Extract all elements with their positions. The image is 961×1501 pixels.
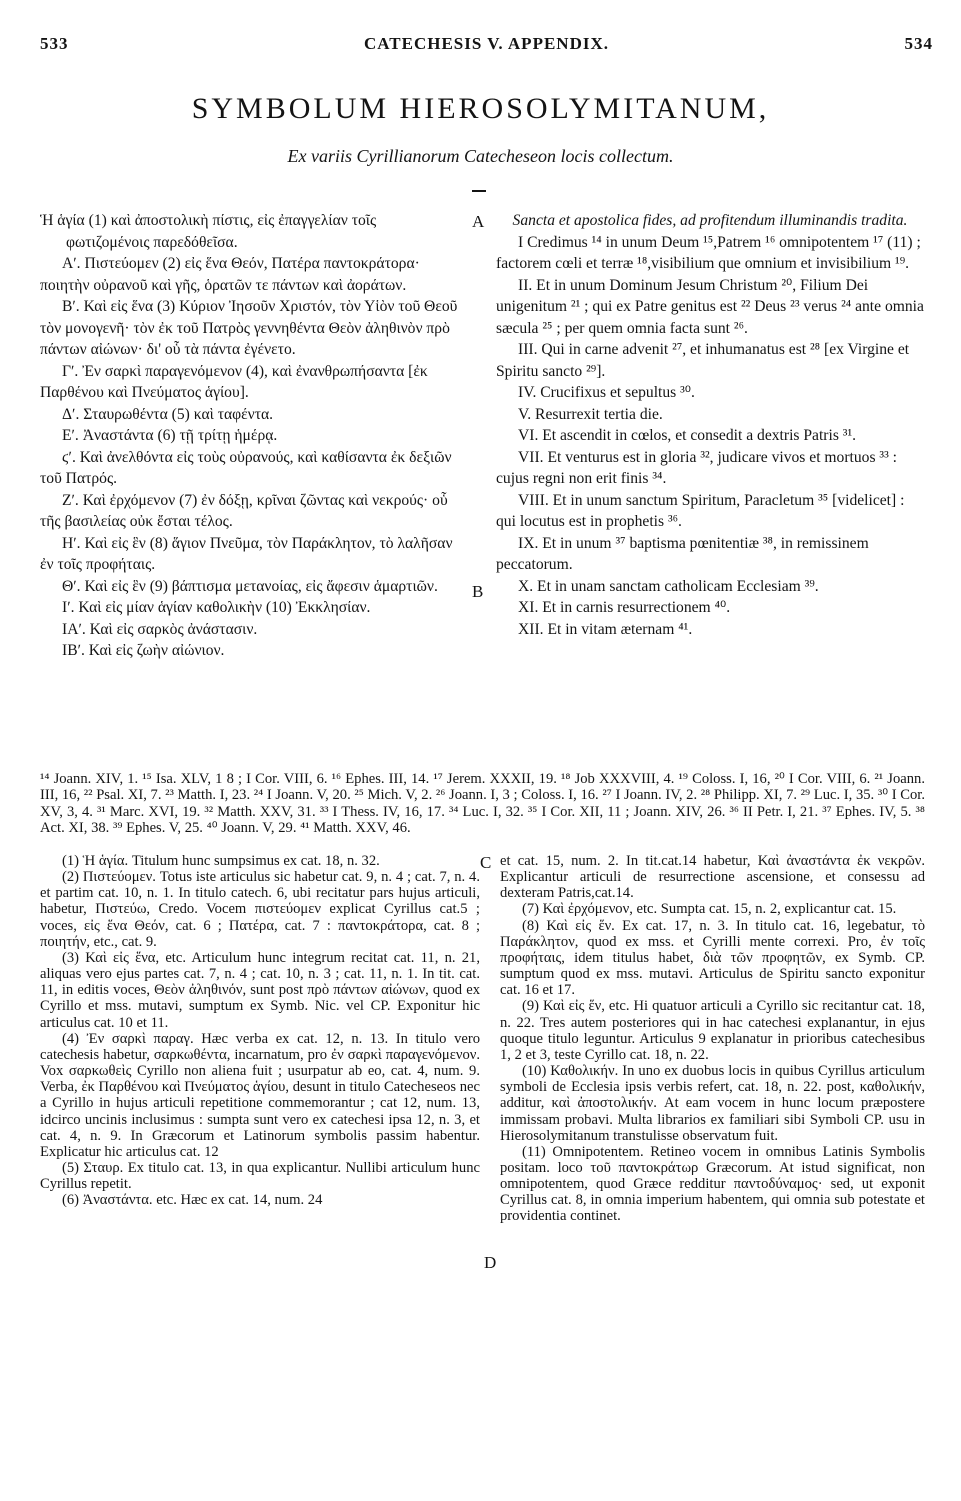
latin-article-11: XI. Et in carnis resurrectionem ⁴⁰. <box>518 599 731 616</box>
note-3: (3) Καὶ εἰς ἕνα, etc. Articulum hunc integrum recitat cat. 11, n. 21, aliquas vero ejus partes cat. 7, n. 4 ; cat. 10, n. 3 ; cat. 11, n. 1. In tit. cat. 11, in editis voces, Θεὸν ἀληθινόν, sunt post πρὸ πάντων αἰώνων, quod ex Cyrillo et mss. mutavi, sumptum ex Symb. Nic. vel CP. Exponitur hic articulus cat. 10 et 11. <box>40 949 480 1031</box>
margin-letter-b: B <box>472 582 484 601</box>
latin-article-1: I Credimus ¹⁴ in unum Deum ¹⁵,Patrem ¹⁶ omnipotentem ¹⁷ (11) ; factorem cœli et terræ ¹⁸,visibilium que omnium et invisibilium ¹⁹. <box>496 233 921 272</box>
references-text: ¹⁴ Joann. XIV, 1. ¹⁵ Isa. XLV, 1 8 ; I Cor. VIII, 6. ¹⁶ Ephes. III, 14. ¹⁷ Jerem. XXXII, 19. ¹⁸ Job XXXVIII, 4. ¹⁹ Coloss. I, 16, ²⁰ I Cor. VIII, 6. ²¹ Joann. III, 16, ²² Psal. XI, 7. ²³ Matth. I, 23. ²⁴ I Joann. V, 20. ²⁵ Mich. V, 2. ²⁶ Joann. I, 3 ; Coloss. I, 16. ²⁷ I Joann. IV, 2. ²⁸ Philipp. XI, 7. ²⁹ Luc. I, 35. ³⁰ I Cor. XV, 3, 4. ³¹ Marc. XVI, 19. ³² Matth. XXV, 31. ³³ I Thess. IV, 16, 17. ³⁴ Luc. I, 32. ³⁵ I Cor. XII, 11 ; Joann. XIV, 26. ³⁶ II Petr. I, 21. ³⁷ Ephes. IV, 5. ³⁸ Act. XI, 38. ³⁹ Ephes. V, 25. ⁴⁰ Joann. V, 29. ⁴¹ Matth. XXV, 46. <box>40 771 925 837</box>
latin-article-9: IX. Et in unum ³⁷ baptisma pœnitentiæ ³⁸, in remissinem peccatorum. <box>496 534 869 573</box>
latin-article-10: X. Et in unam sanctam catholicam Ecclesiam ³⁹. <box>518 577 819 595</box>
greek-article-8: Ηʹ. Καὶ εἰς ἓν (8) ἅγιον Πνεῦμα, τὸν Παράκλητον, τὸ λαλῆσαν ἐν τοῖς προφήταις. <box>40 534 453 573</box>
page-title: SYMBOLUM HIEROSOLYMITANUM, <box>191 92 770 125</box>
note-5: (5) Σταυρ. Ex titulo cat. 13, in qua explicantur. Nullibi articulum hunc Cyrillus repetit. <box>40 1159 480 1193</box>
note-6-continued: et cat. 15, num. 2. In tit.cat.14 habetur, Καὶ ἀναστάντα ἐκ νεκρῶν. Explicantur articuli de resurrectione ascensione, et consessu ad dexteram Patris,cat.14. <box>500 853 925 902</box>
page-number-left: 533 <box>40 34 69 53</box>
greek-article-9: Θʹ. Καὶ εἰς ἓν (9) βάπτισμα μετανοίας, εἰς ἄφεσιν ἁμαρτιῶν. <box>62 577 438 595</box>
note-1: (1) Ἡ ἁγία. Titulum hunc sumpsimus ex cat. 18, n. 32. <box>62 853 380 869</box>
note-4: (4) Ἐν σαρκὶ παραγ. Hæc verba ex cat. 12, n. 13. In titulo vero catechesis habetur, σαρκωθέντα, incarnatum, pro ἐν σαρκὶ παραγενόμενον. Vox σαρκωθεὶς Cyrillo non aliena fuit ; usurpatur ab eo, cat. 4, num. 9. Verba, ἐκ Παρθένου καὶ Πνεύματος ἁγίου, desunt in titulo Catecheseos nec a Cyrillo in hujus articuli repetitione commemorantur ; cat 12, num. 13, idcirco uncinis inclusimus : sumpta sunt vero ex catechesi ipsa 12, n. 3, et cat. 4, n. 9. In Græcorum et Latinorum symbolis passim habentur. Explicatur hic articulus cat. 12 <box>40 1030 480 1160</box>
notes-left-column <box>40 853 480 1208</box>
note-8: (8) Καὶ εἰς ἕν. Ex cat. 17, n. 3. In titulo cat. 16, legebatur, τὸ Παράκλητον, quod ex mss. et Cyrilli mente correxi. Pro, ἐν τοῖς προφήταις, idem titulus habet, διὰ τῶν προφητῶν, ex Symb. CP. sumptum quod ex mss. mutavi. Articulus de Spiritu sancto exponitur cat. 16 et 17. <box>500 917 925 999</box>
latin-symbol-column <box>496 210 924 640</box>
latin-article-12: XII. Et in vitam æternam ⁴¹. <box>518 620 693 638</box>
note-7: (7) Καὶ ἐρχόμενον, etc. Sumpta cat. 15, n. 2, explicantur cat. 15. <box>522 901 897 918</box>
note-6: (6) Ἀναστάντα. etc. Hæc ex cat. 14, num. 24 <box>62 1192 323 1209</box>
greek-article-6: ϛʹ. Καὶ ἀνελθόντα εἰς τοὺς οὐρανούς, καὶ καθίσαντα ἐκ δεξιῶν τοῦ Πατρός. <box>40 448 452 487</box>
title-rule <box>472 190 486 192</box>
greek-symbol-column <box>40 210 462 662</box>
running-title: CATECHESIS V. APPENDIX. <box>363 34 609 53</box>
note-11: (11) Omnipotentem. Retineo vocem in omnibus Latinis Symbolis positam. loco τοῦ παντοκράτωρ Græcorum. At istud significat, non omnipotentem, quod Græce redditur παντοδύναμος· sed, ut exponit Cyrillus cat. 8, in omnia imperium habentem, qui omnia sub potestate et providentia continet. <box>500 1143 925 1225</box>
notes-right-column <box>500 853 925 1225</box>
margin-letter-d: D <box>484 1253 497 1272</box>
latin-intro: Sancta et apostolica fides, ad profitendum illuminandis tradita. <box>512 212 908 229</box>
running-header <box>40 34 933 58</box>
latin-article-4: IV. Crucifixus et sepultus ³⁰. <box>518 384 695 401</box>
greek-article-3: Γʹ. Ἐν σαρκὶ παραγενόμενον (4), καὶ ἐνανθρωπήσαντα [ἐκ Παρθένου καὶ Πνεύματος ἁγίου]. <box>40 362 428 401</box>
note-2: (2) Πιστεύομεν. Totus iste articulus sic habetur cat. 9, n. 4 ; cat. 7, n. 4. et partim cat. 10, n. 1. In titulo catech. 6, ubi recitatur pars hujus articuli, habetur, Πιστεύω, Credo. Vocem πιστεύομεν explicat Cyrillus cat.5 ; voces, εἰς ἕνα Θεόν, cat. 6 ; Πατέρα, cat. 7 : παντοκράτορα, cat. 8 ; ποιητήν, etc., cat. 9. <box>40 869 480 950</box>
note-9: (9) Καὶ εἰς ἕν, etc. Hi quatuor articuli a Cyrillo sic recitantur cat. 18, n. 22. Tres autem posteriores qui in hac catechesi explanantur, in ejus quoque titulo leguntur. Articulus 9 explanatur in prioribus catechesibus 1, 2 et 3, teste Cyrillo cat. 18, n. 22. <box>500 998 925 1063</box>
latin-article-2: II. Et in unum Dominum Jesum Christum ²⁰, Filium Dei unigenitum ²¹ ; qui ex Patre genitus est ²² Deus ²³ verus ²⁴ ante omnia sæcula ²⁵ ; per quem omnia facta sunt ²⁶. <box>496 276 924 337</box>
margin-letter-c: C <box>480 853 492 872</box>
page-subtitle: Ex variis Cyrillianorum Catecheseon locis collectum. <box>287 146 674 166</box>
latin-article-3: III. Qui in carne advenit ²⁷, et inhumanatus est ²⁸ [ex Virgine et Spiritu sancto ²⁹]. <box>496 341 910 380</box>
latin-article-6: VI. Et ascendit in cœlos, et consedit a dextris Patris ³¹. <box>518 427 857 444</box>
scripture-references <box>40 771 925 837</box>
greek-article-11: ΙΑʹ. Καὶ εἰς σαρκὸς ἀνάστασιν. <box>62 620 258 638</box>
greek-intro: Ἡ ἁγία (1) καὶ ἀποστολικὴ πίστις, εἰς ἐπαγγελίαν τοῖς φωτιζομένοις παρεδόθεῖσα. <box>40 212 377 251</box>
greek-article-1: Αʹ. Πιστεύομεν (2) εἰς ἕνα Θεόν, Πατέρα παντοκράτορα· ποιητὴν οὐρανοῦ καὶ γῆς, ὁρατῶν τε πάντων καὶ ἀοράτων. <box>40 255 420 294</box>
greek-article-7: Ζʹ. Καὶ ἐρχόμενον (7) ἐν δόξῃ, κρῖναι ζῶντας καὶ νεκρούς· οὗ τῆς βασιλείας οὐκ ἔσται τέλος. <box>40 491 448 530</box>
latin-article-7: VII. Et venturus est in gloria ³², judicare vivos et mortuos ³³ : cujus regni non erit finis ³⁴. <box>496 448 898 487</box>
margin-letter-a: A <box>472 212 485 231</box>
greek-article-4: Δʹ. Σταυρωθέντα (5) καὶ ταφέντα. <box>62 405 274 423</box>
greek-article-10: Ιʹ. Καὶ εἰς μίαν ἁγίαν καθολικὴν (10) Ἐκκλησίαν. <box>62 599 371 616</box>
note-10: (10) Καθολικήν. In uno ex duobus locis in quibus Cyrillus articulum symboli de Ecclesia ipsis verbis refert, cat. 18, n. 22. post, καθολικήν, additur, καὶ ἀποστολικήν. At eam vocem in hunc locum præpostere immissam probavi. Multa librarios ex familiari sibi Symboli CP. usu in Hierosolymitanum transtulisse observatum fuit. <box>500 1063 925 1144</box>
page-number-right: 534 <box>904 34 933 53</box>
greek-article-5: Εʹ. Ἀναστάντα (6) τῇ τρίτῃ ἡμέρᾳ. <box>62 427 278 444</box>
latin-article-5: V. Resurrexit tertia die. <box>518 405 663 423</box>
latin-article-8: VIII. Et in unum sanctum Spiritum, Paracletum ³⁵ [videlicet] : qui locutus est in prophetis ³⁶. <box>496 491 905 530</box>
greek-article-2: Βʹ. Καὶ εἰς ἕνα (3) Κύριον Ἰησοῦν Χριστόν, τὸν Υἱὸν τοῦ Θεοῦ τὸν μονογενῆ· τὸν ἐκ τοῦ Πατρὸς γεννηθέντα Θεὸν ἀληθινὸν πρὸ πάντων αἰώνων· δι' οὗ τὰ πάντα ἐγένετο. <box>40 298 458 358</box>
greek-article-12: ΙΒʹ. Καὶ εἰς ζωὴν αἰώνιον. <box>62 642 225 659</box>
